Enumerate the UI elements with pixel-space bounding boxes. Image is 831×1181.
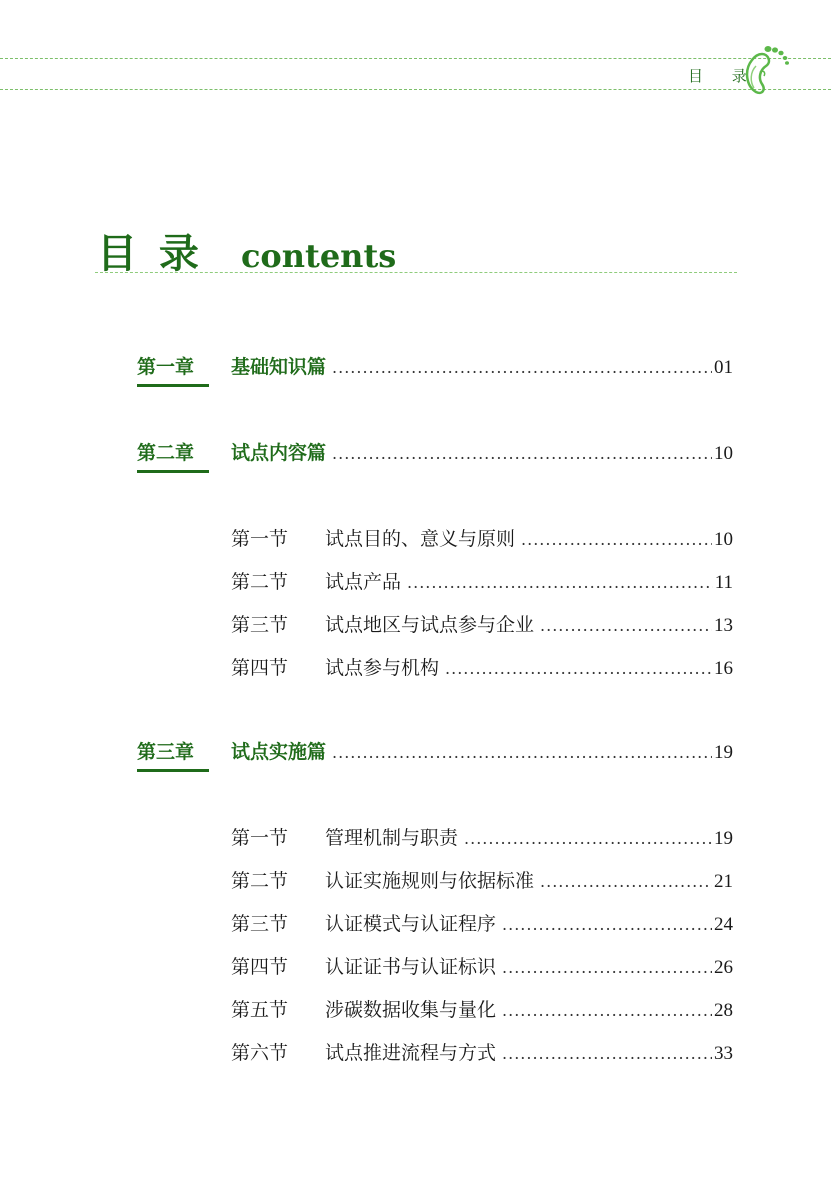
section-title: 试点目的、意义与原则: [325, 528, 516, 550]
header-rule-bottom: [0, 89, 831, 90]
section-title: 管理机制与职责: [325, 827, 459, 849]
toc-chapter-2[interactable]: [137, 438, 733, 465]
dot-leader: [502, 1001, 712, 1020]
toc-heading-cn: 目 录: [97, 230, 203, 277]
section-title: 试点推进流程与方式: [325, 1042, 497, 1064]
toc-section[interactable]: [231, 610, 733, 637]
toc-section[interactable]: [231, 567, 733, 594]
page-number: 10: [714, 443, 733, 464]
section-label: 第三节: [231, 913, 289, 935]
page-number: 01: [714, 357, 733, 378]
section-label: 第六节: [231, 1042, 289, 1064]
page-number: 10: [714, 529, 733, 550]
toc-section[interactable]: [231, 995, 733, 1022]
section-label: 第五节: [231, 999, 289, 1021]
section-title: 涉碳数据收集与量化: [325, 999, 497, 1021]
heading-rule: [95, 272, 737, 273]
page-number: 19: [714, 828, 733, 849]
toc-section[interactable]: [231, 653, 733, 680]
dot-leader: [332, 743, 712, 762]
dot-leader: [540, 616, 712, 635]
toc-heading-en: contents: [240, 237, 397, 275]
section-title: 认证证书与认证标识: [325, 956, 497, 978]
dot-leader: [502, 1044, 712, 1063]
page-number: 11: [714, 572, 733, 593]
section-label: 第二节: [231, 870, 289, 892]
dot-leader: [521, 530, 712, 549]
section-title: 试点地区与试点参与企业: [325, 614, 535, 636]
header-rule-top: [0, 58, 831, 59]
dot-leader: [540, 872, 712, 891]
dot-leader: [502, 958, 712, 977]
section-label: 第三节: [231, 614, 289, 636]
page-number: 21: [714, 871, 733, 892]
dot-leader: [332, 358, 712, 377]
chapter-label: 第三章: [137, 737, 209, 764]
section-label: 第一节: [231, 528, 289, 550]
dot-leader: [502, 915, 712, 934]
toc-chapter-3[interactable]: [137, 737, 733, 764]
toc-section[interactable]: [231, 952, 733, 979]
footprint-leaf-icon: [738, 42, 790, 98]
section-title: 试点参与机构: [325, 657, 440, 679]
running-header-title: 目 录: [688, 67, 759, 85]
chapter-title: 试点内容篇: [231, 442, 327, 464]
page-number: 28: [714, 1000, 733, 1021]
toc-section[interactable]: [231, 909, 733, 936]
section-label: 第四节: [231, 956, 289, 978]
section-label: 第二节: [231, 571, 289, 593]
toc-section[interactable]: [231, 866, 733, 893]
dot-leader: [445, 659, 712, 678]
dot-leader: [464, 829, 712, 848]
page-number: 33: [714, 1043, 733, 1064]
toc-section[interactable]: [231, 823, 733, 850]
toc-chapter-1[interactable]: [137, 352, 733, 379]
section-label: 第一节: [231, 827, 289, 849]
toc-heading: [97, 222, 396, 279]
chapter-label: 第二章: [137, 438, 209, 465]
page-number: 16: [714, 658, 733, 679]
chapter-title: 基础知识篇: [231, 356, 327, 378]
section-title: 认证模式与认证程序: [325, 913, 497, 935]
page-number: 26: [714, 957, 733, 978]
chapter-title: 试点实施篇: [231, 741, 327, 763]
section-label: 第四节: [231, 657, 289, 679]
dot-leader: [332, 444, 712, 463]
toc-section[interactable]: [231, 524, 733, 551]
page-number: 13: [714, 615, 733, 636]
section-title: 认证实施规则与依据标准: [325, 870, 535, 892]
toc-section[interactable]: [231, 1038, 733, 1065]
page-number: 19: [714, 742, 733, 763]
page-number: 24: [714, 914, 733, 935]
dot-leader: [407, 573, 713, 592]
section-title: 试点产品: [325, 571, 402, 593]
chapter-label: 第一章: [137, 352, 209, 379]
